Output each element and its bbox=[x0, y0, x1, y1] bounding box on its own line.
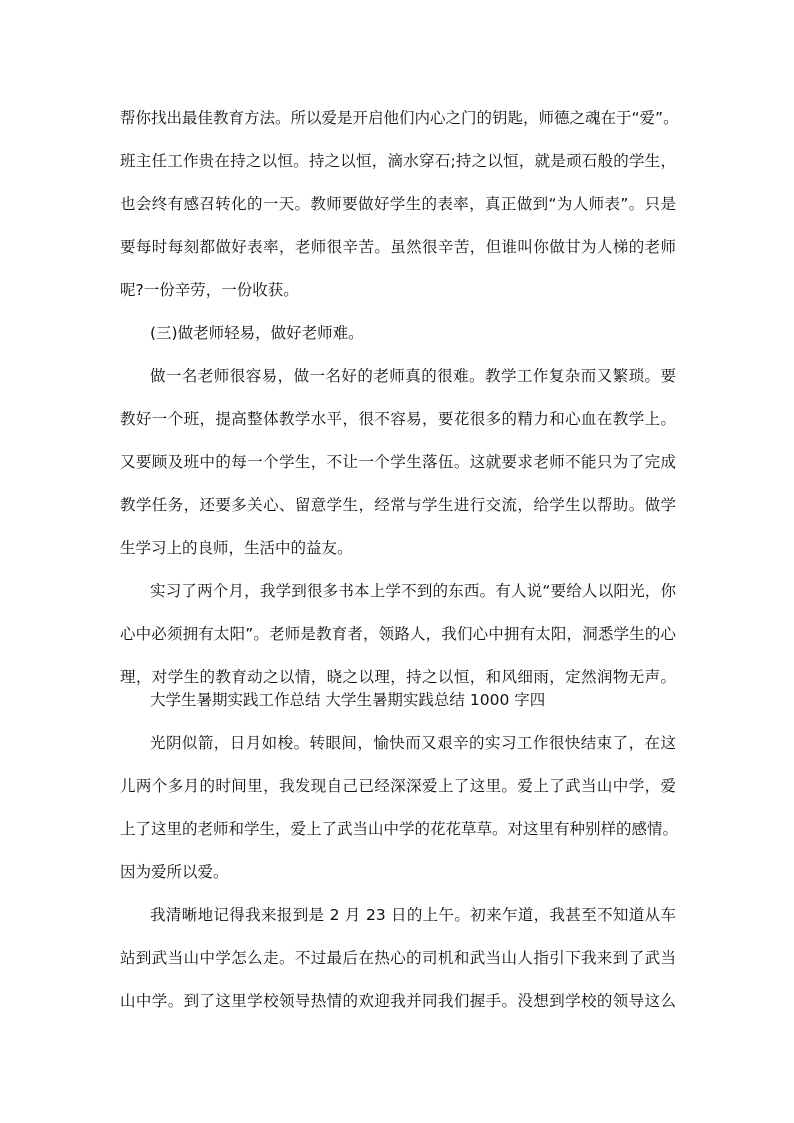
text-line: 光阴似箭，日月如梭。转眼间，愉快而又艰辛的实习工作很快结束了，在这 bbox=[150, 734, 676, 752]
text-line: 山中学。到了这里学校领导热情的欢迎我并同我们握手。没想到学校的领导这么 bbox=[120, 992, 676, 1010]
text-line: 我清晰地记得我来报到是 2 月 23 日的上午。初来乍道，我甚至不知道从车 bbox=[150, 906, 676, 924]
text-line: 生学习上的良师，生活中的益友。 bbox=[120, 539, 353, 557]
text-line: 实习了两个月，我学到很多书本上学不到的东西。有人说“要给人以阳光，你 bbox=[150, 582, 676, 600]
text-line: 教学任务，还要多关心、留意学生，经常与学生进行交流，给学生以帮助。做学 bbox=[120, 496, 676, 514]
section-heading: 大学生暑期实践工作总结 大学生暑期实践总结 1000 字四 bbox=[150, 691, 546, 709]
text-line: 呢?一份辛劳，一份收获。 bbox=[120, 281, 299, 299]
text-line: 教好一个班，提高整体教学水平，很不容易，要花很多的精力和心血在教学上。 bbox=[120, 410, 676, 428]
text-line: 班主任工作贵在持之以恒。持之以恒，滴水穿石;持之以恒，就是顽石般的学生， bbox=[120, 152, 676, 170]
text-line: 做一名老师很容易，做一名好的老师真的很难。教学工作复杂而又繁琐。要 bbox=[150, 367, 676, 385]
text-line: 帮你找出最佳教育方法。所以爱是开启他们内心之门的钥匙，师德之魂在于“爱”。 bbox=[120, 109, 679, 127]
section-heading: (三)做老师轻易，做好老师难。 bbox=[150, 324, 364, 342]
text-line: 又要顾及班中的每一个学生，不让一个学生落伍。这就要求老师不能只为了完成 bbox=[120, 453, 676, 471]
text-line: 站到武当山中学怎么走。不过最后在热心的司机和武当山人指引下我来到了武当 bbox=[120, 949, 676, 967]
text-line: 儿两个多月的时间里，我发现自己已经深深爱上了这里。爱上了武当山中学，爱 bbox=[120, 777, 676, 795]
text-line: 要每时每刻都做好表率，老师很辛苦。虽然很辛苦，但谁叫你做甘为人梯的老师 bbox=[120, 238, 676, 256]
text-line: 也会终有感召转化的一天。教师要做好学生的表率，真正做到“为人师表”。只是 bbox=[120, 195, 676, 213]
text-line: 上了这里的老师和学生，爱上了武当山中学的花花草草。对这里有种别样的感情。 bbox=[120, 820, 679, 838]
text-line: 心中必须拥有太阳”。老师是教育者，领路人，我们心中拥有太阳，洞悉学生的心 bbox=[120, 625, 676, 643]
text-line: 理，对学生的教育动之以情，晓之以理，持之以恒，和风细雨，定然润物无声。 bbox=[120, 668, 676, 686]
text-line: 因为爱所以爱。 bbox=[120, 863, 229, 881]
